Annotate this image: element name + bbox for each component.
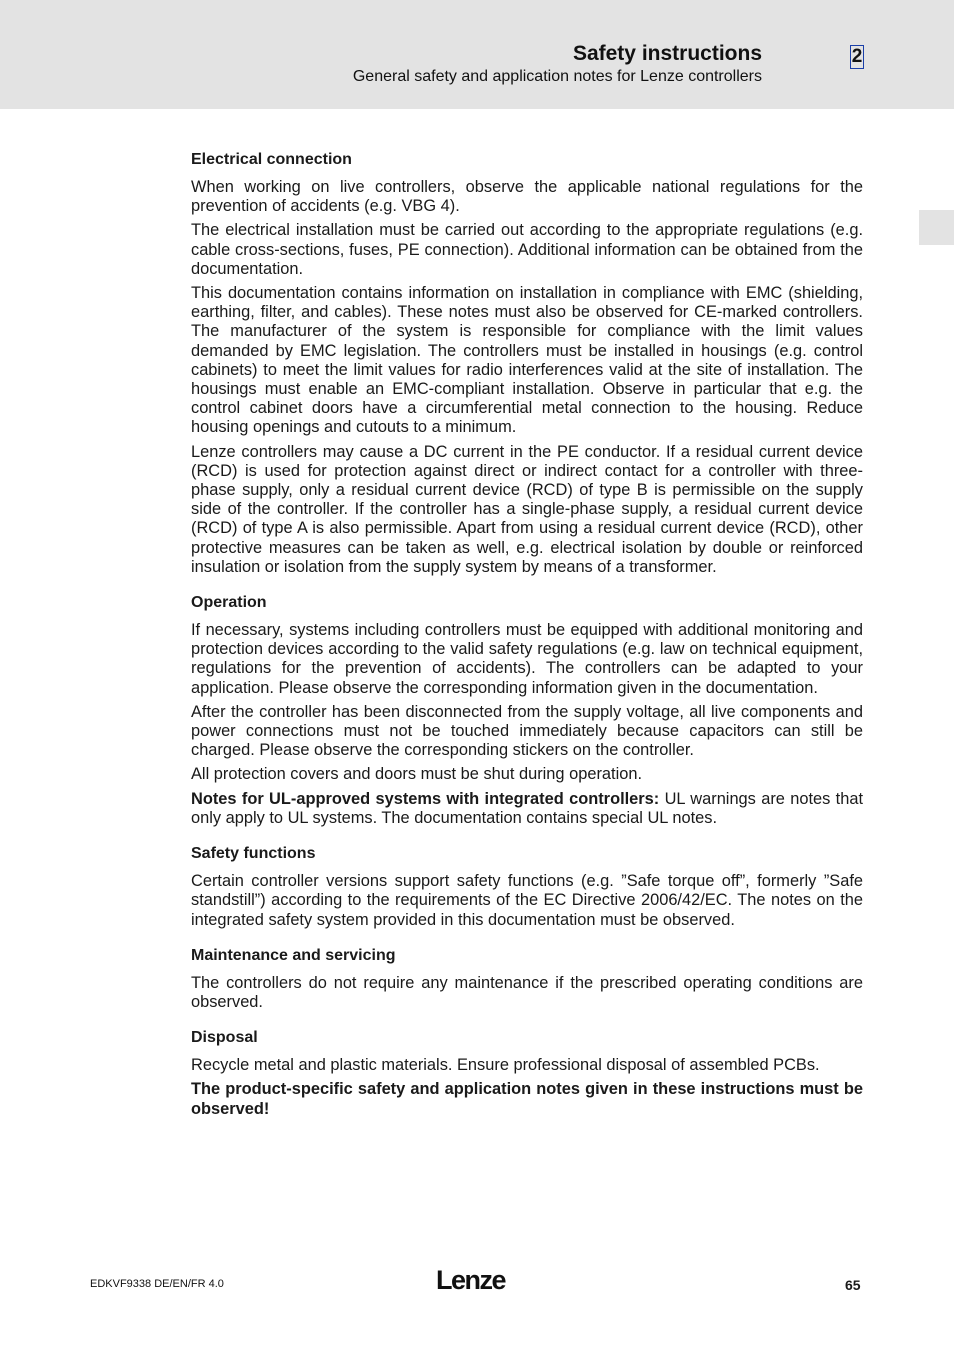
ul-notes-paragraph: [191, 790, 863, 828]
section-heading: Disposal: [191, 1029, 258, 1047]
page-content: [191, 150, 863, 1135]
final-note-paragraph: The product-specific safety and application notes given in these instructions must be observed!: [191, 1080, 863, 1118]
chapter-number-badge[interactable]: 2: [851, 46, 863, 67]
paragraph: Certain controller versions support safety functions (e.g. ”Safe torque off”, formerly ”Safe standstill”) according to the requirements of the EC Directive 2006/42/EC. The notes on the integrated safety system provided in this documentation must be observed.: [191, 872, 863, 929]
section-heading: Safety functions: [191, 845, 316, 863]
header-band: [0, 0, 954, 109]
section-electrical-connection: [191, 150, 863, 577]
section-disposal: [191, 1028, 863, 1119]
page-number: 65: [845, 1277, 861, 1293]
paragraph: The controllers do not require any maintenance if the prescribed operating conditions are observed.: [191, 973, 863, 1011]
paragraph: If necessary, systems including controllers must be equipped with additional monitoring and protection devices according to the valid safety regulations (e.g. law on technical equipment, regulations for the prevention of accidents). The controllers can be adapted to your application. Please observe the corresponding information given in the documentation.: [191, 621, 863, 697]
paragraph: When working on live controllers, observe the applicable national regulations for the prevention of accidents (e.g. VBG 4).: [191, 178, 863, 216]
section-heading: Electrical connection: [191, 151, 352, 168]
lenze-logo-text: Lenze: [436, 1265, 506, 1294]
document-id: EDKVF9338 DE/EN/FR 4.0: [90, 1278, 224, 1290]
paragraph: After the controller has been disconnected from the supply voltage, all live components and power connections must not be touched immediately because capacitors can still be charged. Please observe the corresponding stickers on the controller.: [191, 702, 863, 760]
chapter-side-tab: [919, 210, 954, 245]
page-title: Safety instructions: [572, 42, 762, 65]
section-operation: [191, 593, 863, 828]
section-heading: Maintenance and servicing: [191, 946, 396, 964]
section-safety-functions: [191, 844, 863, 930]
lenze-logo: [436, 1264, 516, 1294]
section-heading: Operation: [191, 594, 267, 612]
page-subtitle: General safety and application notes for Lenze controllers: [352, 68, 762, 85]
paragraph: All protection covers and doors must be shut during operation.: [191, 765, 642, 784]
paragraph: Recycle metal and plastic materials. Ensure professional disposal of assembled PCBs.: [191, 1056, 820, 1075]
ul-notes-text: UL warnings are notes that only apply to UL systems. The documentation contains special UL notes.: [191, 789, 863, 827]
paragraph: Lenze controllers may cause a DC current in the PE conductor. If a residual current device (RCD) is used for protection against direct or indirect contact for a controller with three-phase supply, only a residual current device (RCD) of type B is permissible on the supply side of the controller. If the controller has a single-phase supply, a residual current device (RCD) of type A is also permissible. Apart from using a residual current device (RCD), other protective measures can be taken as well, e.g. electrical isolation by double or reinforced insulation or isolation from the supply system by means of a transformer.: [191, 442, 863, 576]
paragraph: The electrical installation must be carried out according to the appropriate regulations (e.g. cable cross-sections, fuses, PE connection). Additional information can be obtained from the documentation.: [191, 221, 863, 278]
paragraph: This documentation contains information on installation in compliance with EMC (shielding, earthing, filter, and cables). These notes must also be observed for CE-marked controllers. The manufacturer of the system is responsible for compliance with the limit values demanded by EMC legislation. The controllers must be installed in housings (e.g. control cabinets) to meet the limit values for radio interferences valid at the site of installation. The housings must enable an EMC-compliant installation. Observe in particular that e.g. the control cabinet doors have a circumferential metal connection to the housing. Reduce housing openings and cutouts to a minimum.: [191, 284, 863, 437]
section-maintenance: [191, 946, 863, 1012]
ul-notes-lead: Notes for UL-approved systems with integrated controllers:: [191, 789, 660, 808]
